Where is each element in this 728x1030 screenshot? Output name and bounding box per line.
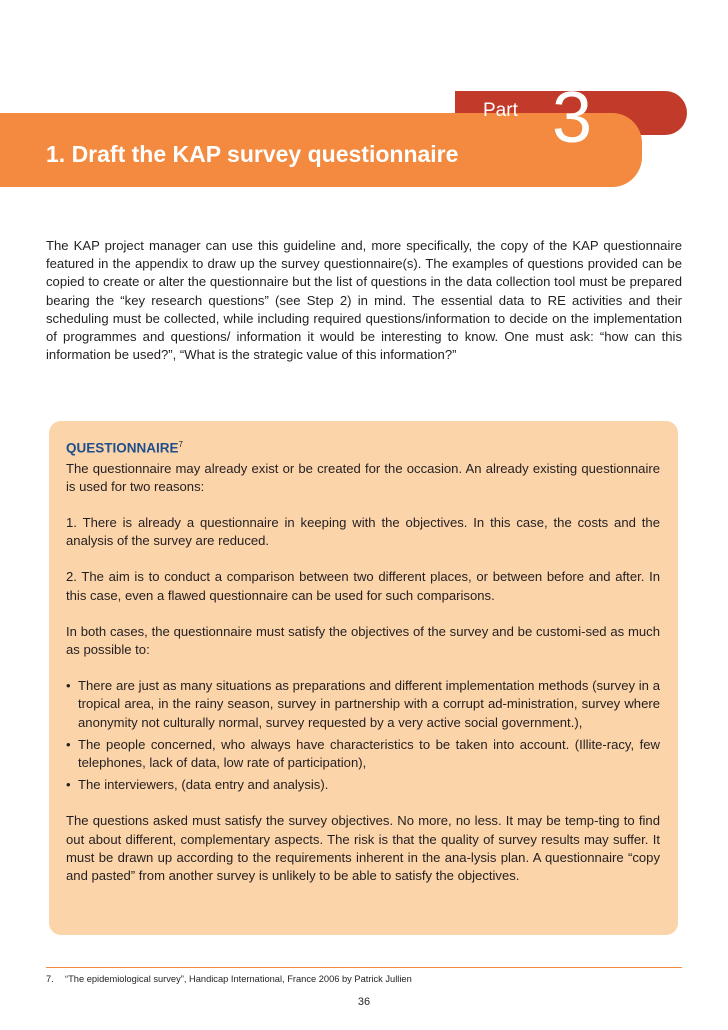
box-heading <box>66 434 660 460</box>
bullet-icon: • <box>66 777 71 793</box>
list-item <box>66 736 660 772</box>
footnote-number: 7. <box>46 974 54 984</box>
page-number: 36 <box>357 996 371 1008</box>
box-paragraph-2: 1. There is already a questionnaire in keeping with the objectives. In this case, the costs and the analysis of the survey are reduced. <box>66 514 660 549</box>
box-paragraph-4: In both cases, the questionnaire must satisfy the objectives of the survey and be customi-sed as much as possible to: <box>66 623 660 657</box>
list-item <box>66 776 660 794</box>
intro-paragraph: The KAP project manager can use this guideline and, more specifically, the copy of the KAP questionnaire featured in the appendix to draw up the survey questionnaire(s). The examples of questions provided can be copied to create or alter the questionnaire but the list of questions in the data collection tool must be prepared bearing the “key research questions” (see Step 2) in mind. The essential data to RE activities and their scheduling must be collected, while including required questions/information to decide on the implementation of programmes and questions/ information it would be interesting to know. One must ask: “how can this information be used?”, “What is the strategic value of this information?” <box>46 238 682 363</box>
part-label: Part <box>483 100 518 121</box>
questionnaire-box-content <box>66 434 660 903</box>
list-item-text: There are just as many situations as preparations and different implementation methods (survey in a tropical area, in the rainy season, survey in partnership with a corrupt ad-ministration, survey where anonymity not culturally normal, survey requested by a very active social government.), <box>78 678 660 730</box>
footnote-ref: 7 <box>178 440 183 449</box>
bullet-icon: • <box>66 736 71 752</box>
footnote-divider <box>46 967 682 968</box>
box-heading-text: QUESTIONNAIRE <box>66 440 179 456</box>
list-item <box>66 677 660 732</box>
list-item-text: The people concerned, who always have characteristics to be taken into account. (Illite-racy, few telephones, lack of data, low rate of participation), <box>78 736 660 770</box>
bullet-icon: • <box>66 678 71 694</box>
box-paragraph-3: 2. The aim is to conduct a comparison between two different places, or between before and after. In this case, even a flawed questionnaire can be used for such comparisons. <box>66 569 660 603</box>
part-number: 3 <box>552 78 593 158</box>
box-paragraph-1: The questionnaire may already exist or be created for the occasion. An already existing questionnaire is used for two reasons: <box>66 460 660 494</box>
page-title: 1. Draft the KAP survey questionnaire <box>46 141 459 167</box>
box-paragraph-5: The questions asked must satisfy the survey objectives. No more, no less. It may be temp-ting to find out about different, complementary aspects. The risk is that the quality of survey results may suffer. It must be drawn up according to the requirements inherent in the ana-lysis plan. A questionnaire “copy and pasted” from another survey is unlikely to be able to satisfy the objectives. <box>66 813 660 883</box>
footnote-text: “The epidemiological survey”, Handicap International, France 2006 by Patrick Jullien <box>65 974 412 984</box>
list-item-text: The interviewers, (data entry and analysis). <box>78 777 329 793</box>
footnote <box>46 974 412 984</box>
box-bullet-list <box>66 677 660 794</box>
